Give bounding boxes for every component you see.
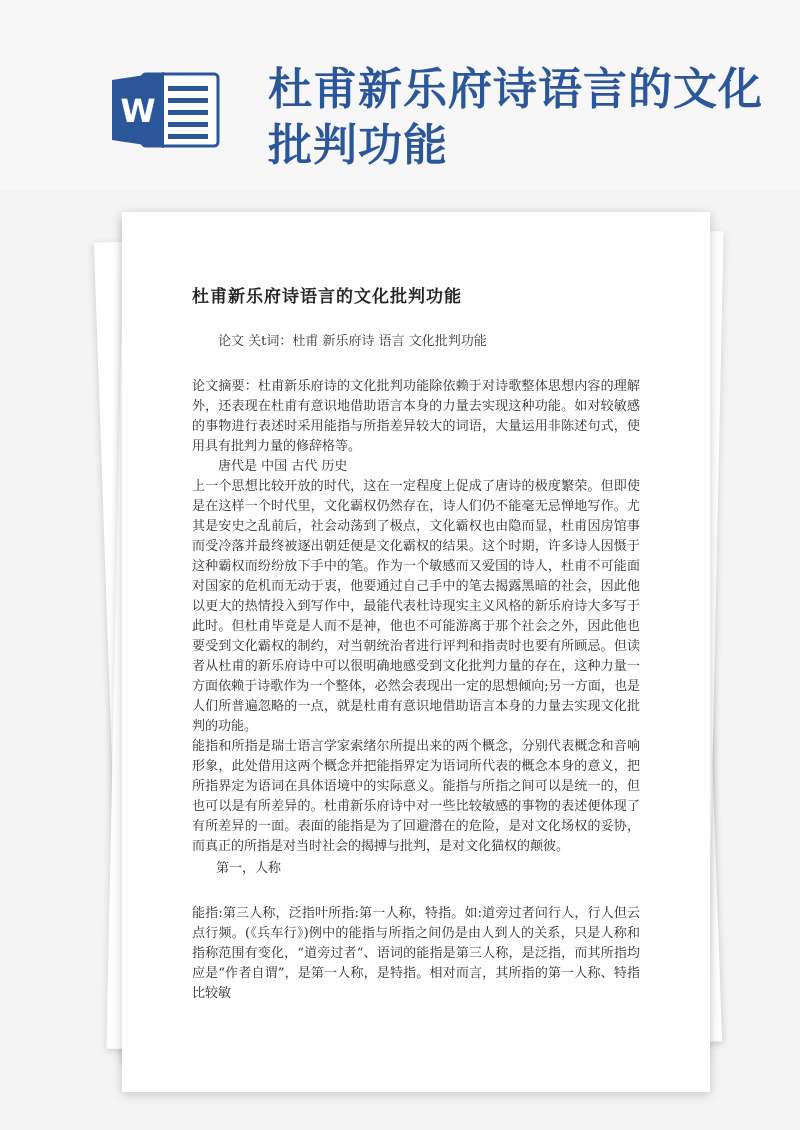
document-title: 杜甫新乐府诗语言的文化批判功能 bbox=[192, 287, 462, 307]
intro-paragraph: 上一个思想比较开放的时代，这在一定程度上促成了唐诗的极度繁荣。但即使是在这样一个时代里，文化霸权仍然存在，诗人们仍不能毫无忌惮地写作。尤其是安史之乱前后，社会动荡到了极点，文化霸权也由隐而显，杜甫因房馆事而受冷落并最终被逐出朝廷便是文化霸权的结果。这个时期，许多诗人因慑于这种霸权而纷纷放下手中的笔。作为一个敏感而又爱国的诗人，杜甫不可能面对国家的危机而无动于衷，他要通过自己手中的笔去揭露黑暗的社会，因此他以更大的热情投入到写作中，最能代表杜诗现实主义风格的新乐府诗大多写于此时。但杜甫毕竟是人而不是神，他也不可能游离于那个社会之外，因此他也要受到文化霸权的制约，对当朝统治者进行评判和指责时也要有所顾忌。但读者从杜甫的新乐府诗中可以很明确地感受到文化批判力量的存在，这种力量一方面依赖于诗歌作为一个整体，必然会表现出一定的思想倾向;另一方面，也是人们所普遍忽略的一点，就是杜甫有意识地借助语言本身的力量去实现文化批判的功能。 bbox=[192, 479, 640, 734]
word-document-icon bbox=[112, 70, 222, 150]
document-page bbox=[122, 212, 710, 1092]
svg-text:W: W bbox=[120, 92, 156, 130]
abstract-paragraph: 论文摘要：杜甫新乐府诗的文化批判功能除依赖于对诗歌整体思想内容的理解外，还表现在杜甫有意识地借助语言本身的力量去实现这种功能。如对较敏感的事物进行表述时采用能指与所指差异较大的词语，大量运用非陈述句式，使用具有批判力量的修辞格等。 bbox=[192, 379, 640, 454]
category-line: 唐代是 中国 古代 历史 bbox=[218, 459, 348, 474]
section-heading: 第一，人称 bbox=[216, 861, 282, 876]
keywords-line: 论文 关t词：杜甫 新乐府诗 语言 文化批判功能 bbox=[218, 334, 487, 349]
signifier-paragraph: 能指和所指是瑞士语言学家索绪尔所提出来的两个概念，分别代表概念和音响形象，此处借用这两个概念并把能指界定为语词所代表的概念本身的意义，把所指界定为语词在具体语境中的实际意义。能指与所指之间可以是统一的，但也可以是有所差异的。杜甫新乐府诗中对一些比较敏感的事物的表述便体现了有所差异的一面。表面的能指是为了回避潜在的危险，是对文化场权的妥协，而真正的所指是对当时社会的揭搏与批判，是对文化猫权的颠彼。 bbox=[192, 739, 640, 854]
example-paragraph: 能指:第三人称，泛指叶所指:第一人称，特指。如:道旁过者问行人，行人但云点行频。(《兵车行》)例中的能指与所指之间仍是由人到人的关系，只是人称和指称范围有变化，“道旁过者”、语词的能指是第三人称，是泛指，而其所指均应是“作者自谓”，是第一人称，是特指。相对而言，其所指的第一人称、特指比较敏 bbox=[192, 906, 640, 1001]
page-title: 杜甫新乐府诗语言的文化批判功能 bbox=[268, 64, 763, 171]
